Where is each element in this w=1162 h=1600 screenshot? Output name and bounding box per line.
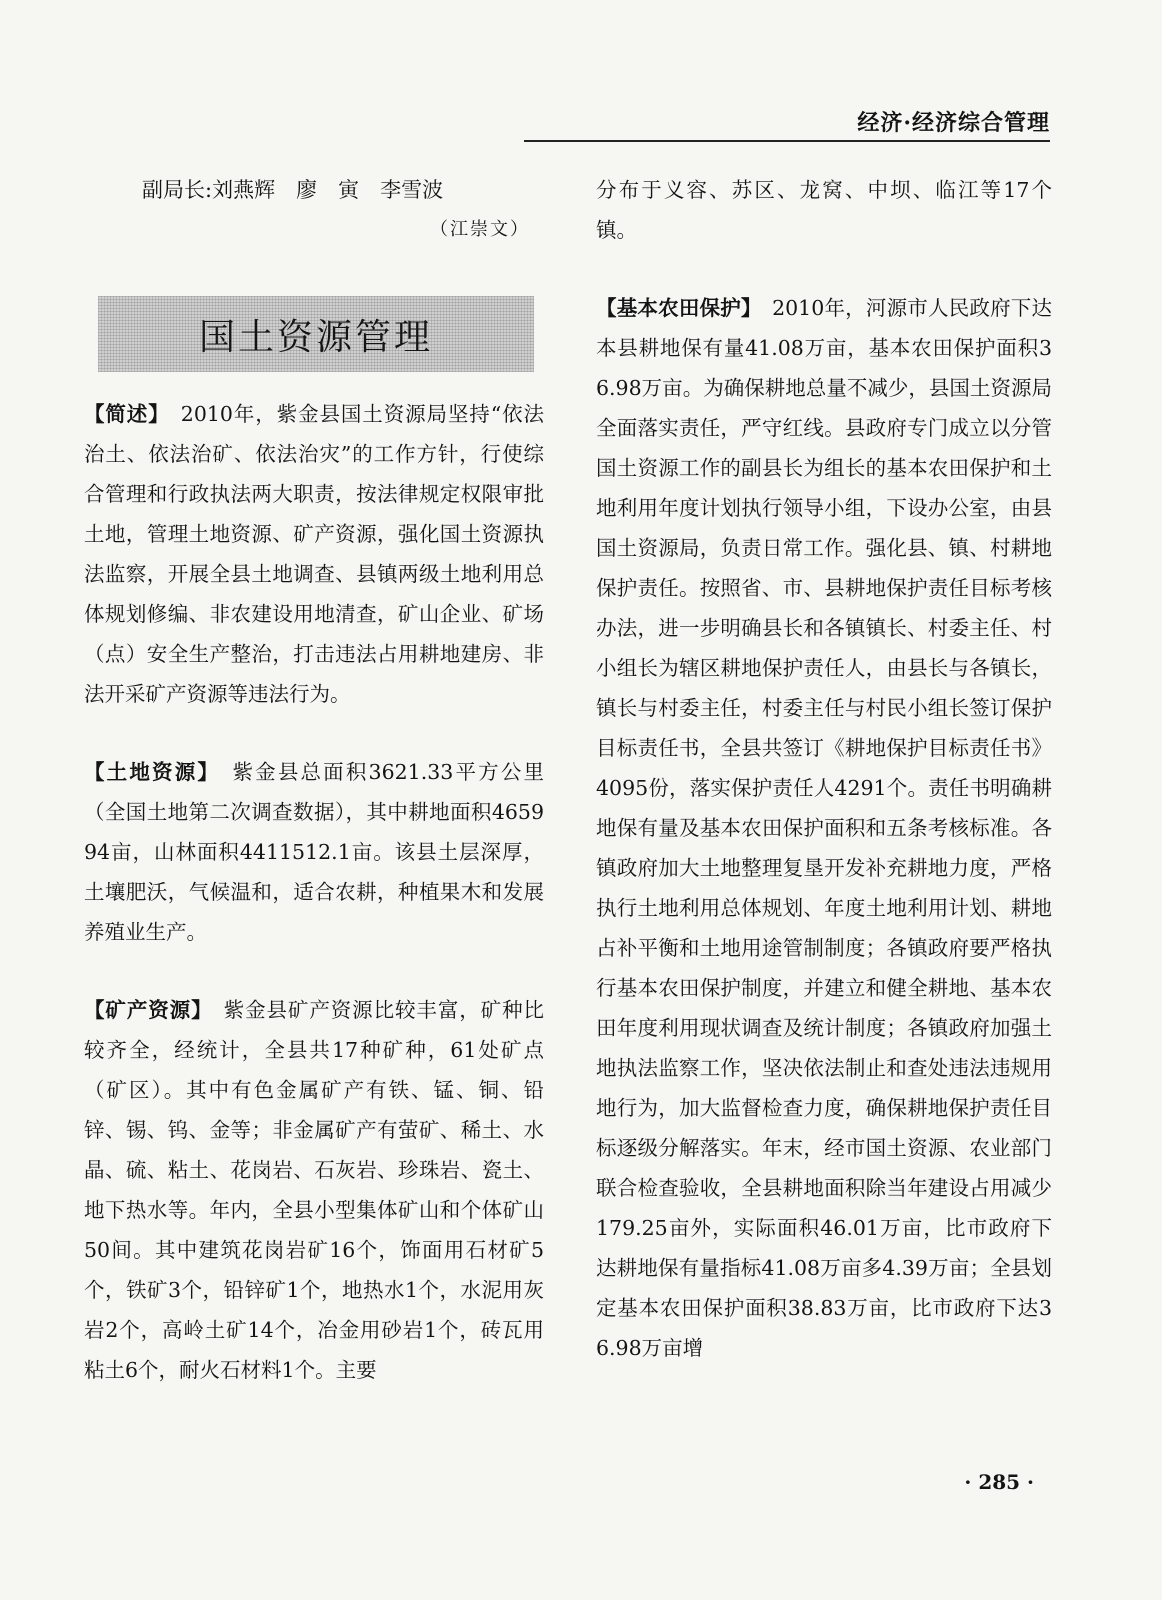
section-title-banner <box>98 296 534 372</box>
officials-line: 副局长:刘燕辉 廖 寅 李雪波 <box>142 178 444 202</box>
left-column <box>84 170 544 1390</box>
paragraph-mineral-resources <box>84 990 544 1390</box>
paragraph-text: 2010年，紫金县国土资源局坚持“依法治土、依法治矿、依法治灾”的工作方针，行使综合管理和行政执法两大职责，按法律规定权限审批土地，管理土地资源、矿产资源，强化国土资源执法监察，开展全县土地调查、县镇两级土地利用总体规划修编、非农建设用地清查，矿山企业、矿场（点）安全生产整治，打击违法占用耕地建房、非法开采矿产资源等违法行为。 <box>84 402 545 706</box>
paragraph-continuation: 分布于义容、苏区、龙窝、中坝、临江等17个镇。 <box>596 178 1052 242</box>
paragraph-text: 紫金县总面积3621.33平方公里（全国土地第二次调查数据），其中耕地面积465994亩，山林面积4411512.1亩。该县土层深厚，土壤肥沃，气候温和，适合农耕，种植果木和发展养殖业生产。 <box>84 760 545 944</box>
section-title: 国土资源管理 <box>198 316 433 358</box>
paragraph-tag: 【土地资源】 <box>84 760 210 784</box>
author-credit: （江崇文） <box>430 219 530 240</box>
paragraph-farmland-protection <box>596 288 1052 1368</box>
page-number: · 285 · <box>964 1470 1034 1494</box>
paragraph-land-resources <box>84 752 544 952</box>
paragraph-overview <box>84 394 544 714</box>
paragraph-tag: 【简述】 <box>84 402 160 426</box>
paragraph-tag: 【基本农田保护】 <box>596 296 752 320</box>
paragraph-text: 2010年，河源市人民政府下达本县耕地保有量41.08万亩，基本农田保护面积36.98万亩。为确保耕地总量不减少，县国土资源局全面落实责任，严守红线。县政府专门成立以分管国土资源工作的副县长为组长的基本农田保护和土地利用年度计划执行领导小组，下设办公室，由县国土资源局，负责日常工作。强化县、镇、村耕地保护责任。按照省、市、县耕地保护责任目标考核办法，进一步明确县长和各镇镇长、村委主任、村小组长为辖区耕地保护责任人，由县长与各镇长，镇长与村委主任，村委主任与村民小组长签订保护目标责任书，全县共签订《耕地保护目标责任书》4095份，落实保护责任人4291个。责任书明确耕地保有量及基本农田保护面积和五条考核标准。各镇政府加大土地整理复垦开发补充耕地力度，严格执行土地利用总体规划、年度土地利用计划、耕地占补平衡和土地用途管制制度；各镇政府要严格执行基本农田保护制度，并建立和健全耕地、基本农田年度利用现状调查及统计制度；各镇政府加强土地执法监察工作，坚决依法制止和查处违法违规用地行为，加大监督检查力度，确保耕地保护责任目标逐级分解落实。年末，经市国土资源、农业部门联合检查验收，全县耕地面积除当年建设占用减少179.25亩外，实际面积46.01万亩，比市政府下达耕地保有量指标41.08万亩多4.39万亩；全县划定基本农田保护面积38.83万亩，比市政府下达36.98万亩增 <box>596 296 1053 1360</box>
paragraph-text: 紫金县矿产资源比较丰富，矿种比较齐全，经统计，全县共17种矿种，61处矿点（矿区）。其中有色金属矿产有铁、锰、铜、铅锌、锡、钨、金等；非金属矿产有萤矿、稀土、水晶、硫、粘土、花岗岩、石灰岩、珍珠岩、瓷土、地下热水等。年内，全县小型集体矿山和个体矿山50间。其中建筑花岗岩矿16个，饰面用石材矿5个，铁矿3个，铅锌矿1个，地热水1个，水泥用灰岩2个，高岭土矿14个，冶金用砂岩1个，砖瓦用粘土6个，耐火石材料1个。主要 <box>84 998 544 1382</box>
right-column <box>596 170 1052 1368</box>
header-rule <box>524 140 1050 142</box>
running-head: 经济·经济综合管理 <box>857 110 1050 136</box>
paragraph-tag: 【矿产资源】 <box>84 998 203 1022</box>
